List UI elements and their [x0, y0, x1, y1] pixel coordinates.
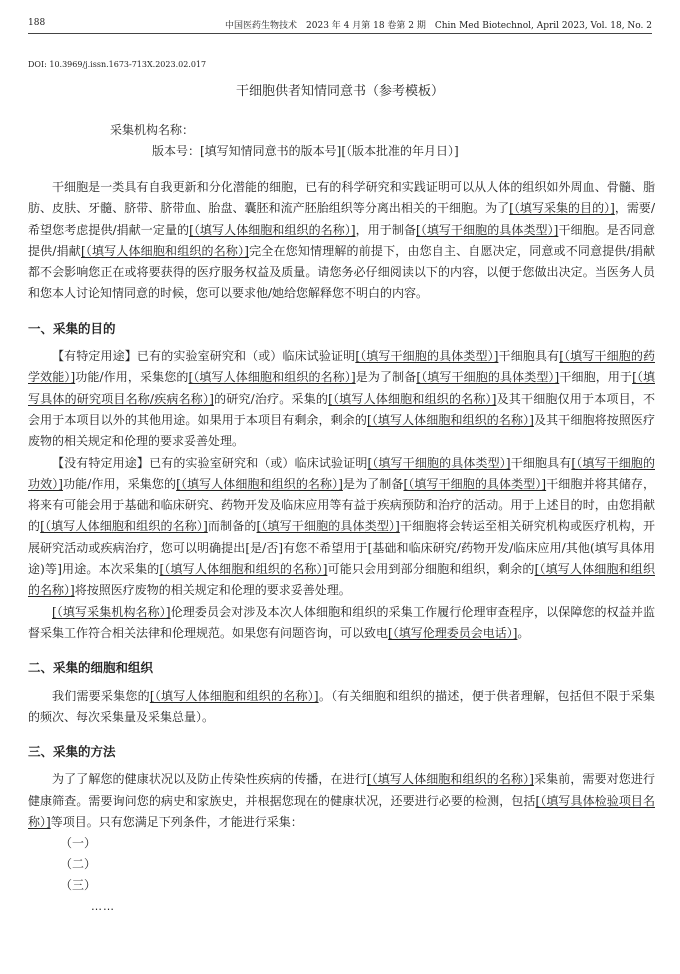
text: 功能/作用，采集您的: [62, 476, 177, 491]
placeholder: [（填写人体细胞和组织的名称）]: [188, 370, 356, 385]
placeholder: [（填写人体细胞和组织的名称）]: [366, 772, 534, 787]
method-paragraph: [28, 769, 655, 833]
text: 及其干细胞仅用于本项目，不会用于本项目以外的其他用途。如果用于本项目有剩余，剩余的: [28, 391, 655, 427]
ellipsis: ……: [91, 900, 115, 914]
text: 等项目。只有您满足下列条件，才能进行采集：: [50, 815, 303, 830]
placeholder: [（填写人体细胞和组织的名称）]: [80, 243, 249, 258]
text: 。（有关细胞和组织的描述，便于供者理解，包括但不限于采集的频次、每次采集量及采集总量）。: [28, 688, 655, 724]
text: 干细胞将会转运至相关研究机构或医疗机构，开展研究活动或疾病治疗，您可以明确提出[是/否]有您不希望用于[基础和临床研究/药物开发/临床应用/其他(填写具体用途)等]用途。本次采集的: [28, 519, 655, 577]
placeholder: [（填写人体细胞和组织的名称）]: [176, 476, 343, 491]
text: 采集前，需要对您进行健康筛查。需要询问您的病史和家族史，并根据您现在的健康状况，还要进行必要的检测，包括: [28, 772, 655, 808]
institution-field: 采集机构名称：: [110, 123, 195, 137]
placeholder: [（填写干细胞的药学效能）]: [28, 349, 655, 385]
running-header: [28, 18, 652, 32]
placeholder: [（填写具体的研究项目名称/疾病名称）]: [28, 370, 655, 406]
text: 是为了制备: [355, 370, 417, 385]
placeholder: [（填写干细胞的具体类型）]: [403, 476, 547, 491]
list-item: （二）: [60, 857, 97, 872]
placeholder: [（填写伦理委员会电话）]: [388, 625, 518, 640]
text: 而制备的: [207, 519, 257, 534]
text: 干细胞。是否同意提供/捐献: [28, 222, 655, 258]
text: 干细胞并将其储存，将来有可能会用于基础和临床研究、药物开发及临床应用等有益于疾病预防和治疗的活动。用于上述目的时，由您捐献的: [28, 476, 655, 534]
placeholder: [（填写干细胞的具体类型）]: [256, 519, 400, 534]
text: 。: [517, 625, 530, 640]
list-item: （一）: [60, 836, 97, 851]
text: 干细胞，用于: [559, 370, 633, 385]
placeholder: [（填写人体细胞和组织的名称）]: [149, 688, 319, 703]
header-rule: [28, 33, 652, 34]
journal-citation: 中国医药生物技术 2023 年 4 月第 18 卷第 2 期 Chin Med Biotechnol, April 2023, Vol. 18, No. 2: [225, 21, 652, 31]
placeholder: [（填写干细胞的具体类型）]: [367, 455, 511, 470]
placeholder: [（填写干细胞的功效）]: [28, 455, 655, 491]
placeholder: [（填写采集的目的）]: [509, 201, 615, 216]
section-heading-purpose: 一、采集的目的: [28, 320, 116, 336]
text: 干细胞具有: [498, 349, 560, 364]
purpose-general-paragraph: [28, 453, 655, 602]
list-item: （三）: [60, 878, 97, 893]
document-title: 干细胞供者知情同意书（参考模板）: [235, 84, 444, 99]
purpose-specific-paragraph: [28, 346, 655, 452]
text: 干细胞具有: [510, 455, 572, 470]
text: 我们需要采集您的: [52, 688, 150, 703]
intro-paragraph: [28, 177, 655, 305]
conditions-list: [28, 833, 655, 896]
text: 功能/作用，采集您的: [75, 370, 189, 385]
text: 的研究/治疗。采集的: [213, 391, 329, 406]
ethics-paragraph: [28, 602, 655, 645]
placeholder: [（填写人体细胞和组织的名称）]: [366, 412, 534, 427]
document-body: [28, 177, 655, 918]
section-heading-cells: 二、采集的细胞和组织: [28, 660, 154, 676]
text: 【有特定用途】已有的实验室研究和（或）临床试验证明: [52, 349, 356, 364]
placeholder: [（填写人体细胞和组织的名称）]: [28, 562, 655, 598]
doi: DOI: 10.3969/j.issn.1673-713X.2023.02.017: [28, 60, 207, 69]
section-heading-method: 三、采集的方法: [28, 744, 116, 760]
placeholder: [（填写采集机构名称）]: [52, 604, 171, 619]
text: 【没有特定用途】已有的实验室研究和（或）临床试验证明: [52, 455, 368, 470]
placeholder: [（填写人体细胞和组织的名称）]: [159, 562, 328, 577]
version-field: 版本号：[填写知情同意书的版本号][（版本批准的年月日）]: [152, 144, 459, 158]
text: 可能只会用到部分细胞和组织，剩余的: [327, 562, 535, 577]
placeholder: [（填写具体检验项目名称）]: [28, 793, 655, 830]
text: 为了了解您的健康状况以及防止传染性疾病的传播，在进行: [52, 772, 367, 787]
text: ，用于制备: [355, 222, 417, 237]
placeholder: [（填写干细胞的具体类型）]: [416, 370, 560, 385]
placeholder: [（填写人体细胞和组织的名称）]: [189, 222, 356, 237]
text: 伦理委员会对涉及本次人体细胞和组织的采集工作履行伦理审查程序，以保障您的权益并监督采集工作符合相关法律和伦理规范。如果您有问题咨询，可以致电: [28, 604, 655, 640]
placeholder: [（填写干细胞的具体类型）]: [416, 222, 559, 237]
text: ，需要/希望您考虑提供/捐献一定量的: [28, 201, 655, 237]
cells-paragraph: [28, 686, 655, 729]
placeholder: [（填写人体细胞和组织的名称）]: [328, 391, 497, 406]
text: 是为了制备: [342, 476, 404, 491]
text: 及其干细胞将按照医疗废物的相关规定和伦理的要求妥善处理。: [28, 412, 655, 449]
form-fields: [110, 120, 459, 162]
placeholder: [（填写干细胞的具体类型）]: [355, 349, 499, 364]
text: 干细胞是一类具有自我更新和分化潜能的细胞，已有的科学研究和实践证明可以从人体的组织如外周血、骨髓、脂肪、皮肤、牙髓、脐带、脐带血、胎盘、囊胚和流产胚胎组织等分离出相关的干细胞。为了: [28, 180, 655, 216]
page-number: 188: [28, 18, 46, 28]
placeholder: [（填写人体细胞和组织的名称）]: [40, 519, 208, 534]
text: 将按照医疗废物的相关规定和伦理的要求妥善处理。: [74, 583, 351, 598]
text: 完全在您知情理解的前提下，由您自主、自愿决定，同意或不同意提供/捐献都不会影响您正在或将要获得的医疗服务权益及质量。请您务必仔细阅读以下的内容，以便于您做出决定。当医务人员和您本人讨论知情同意的时候，您可以要求他/她给您解释您不明白的内容。: [28, 243, 656, 301]
